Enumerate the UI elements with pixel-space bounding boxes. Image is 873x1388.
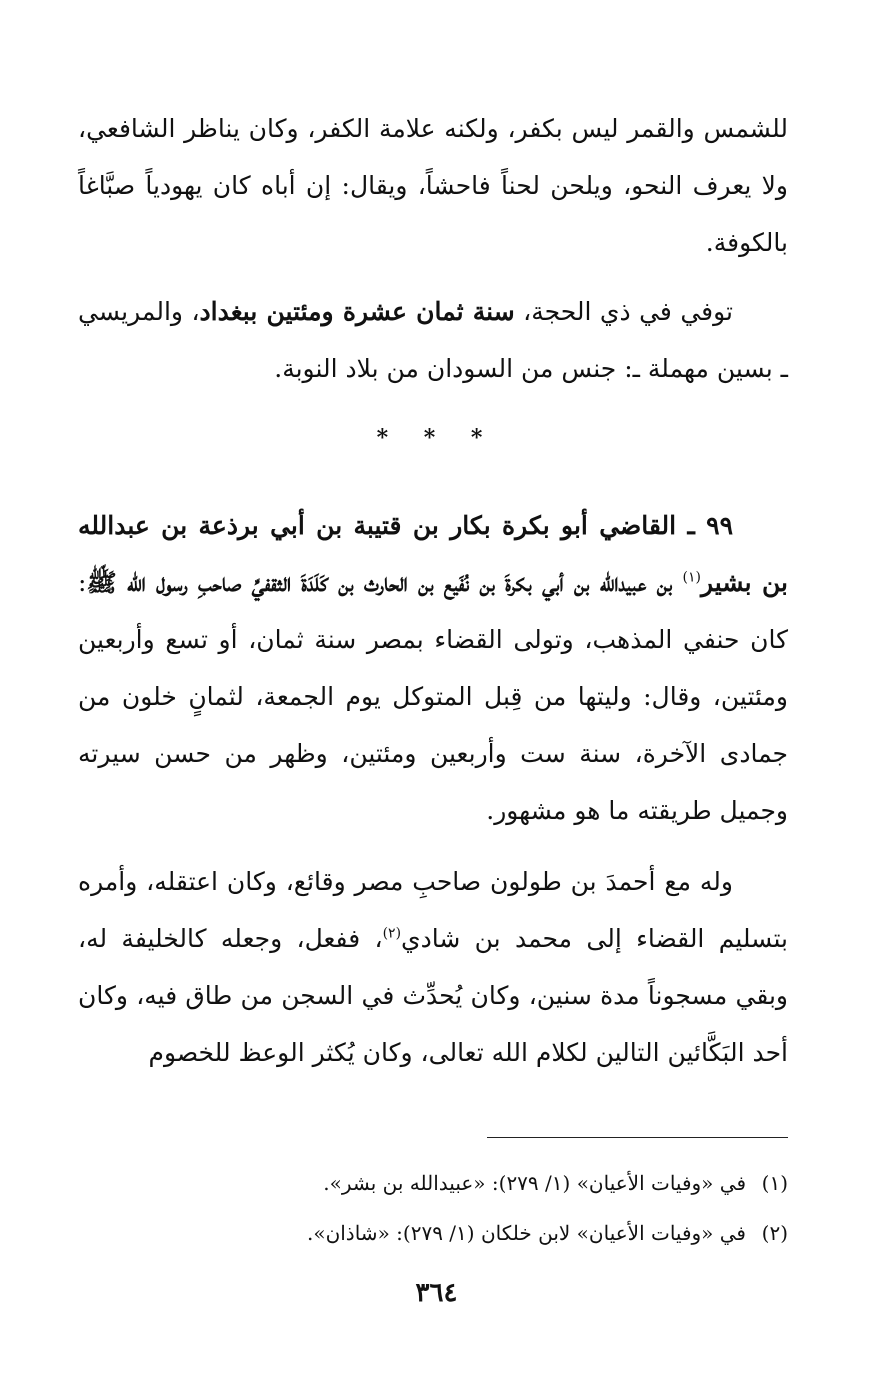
footnotes <box>78 1158 788 1258</box>
footnote-1-number: (١) <box>761 1171 788 1195</box>
paragraph-2-part-1: توفي في ذي الحجة، <box>514 297 733 326</box>
paragraph-2-part-3: ، والمريسي ـ بسين مهملة ـ: جنس من السودان من بلاد النوبة. <box>78 297 788 383</box>
footnote-reference-1[interactable]: (١) <box>682 569 702 586</box>
paragraph-ibn-tulun <box>78 853 788 1081</box>
entry-99-heading-part-1: ٩٩ ـ القاضي أبو بكرة بكار بن قتيبة بن أبي برذعة بن عبدالله بن بشير <box>78 511 789 597</box>
footnote-2-number: (٢) <box>761 1221 788 1245</box>
page-number: ٣٦٤ <box>415 1278 458 1308</box>
entry-99-body: : كان حنفي المذهب، وتولى القضاء بمصر سنة ثمان، أو تسع وأربعين ومئتين، وقال: وليتها من قِبل المتوكل يوم الجمعة، لثمانٍ خلون من جمادى الآخرة، سنة ست وأربعين ومئتين، وظهر من حسن سيرته وجميل طريقته ما هو مشهور. <box>78 568 788 825</box>
entry-99-heading-part-2: بن عبيدالله بن أبي بكرةَ بن نُفَيع بن الحارث بن كَلَدَةَ الثقفيِّ صاحبِ رسول الله ﷺ <box>86 568 683 597</box>
paragraph-4-part-1: وله مع أحمدَ بن طولون صاحبِ مصر وقائع، وكان اعتقله، وأمره بتسليم القضاء إلى محمد بن شادي <box>78 867 788 953</box>
entry-99 <box>78 497 788 839</box>
paragraph-2-bold-date: سنة ثمان عشرة ومئتين ببغداد <box>199 297 515 326</box>
paragraph-1-text: للشمس والقمر ليس بكفر، ولكنه علامة الكفر، وكان يناظر الشافعي، ولا يعرف النحو، ويلحن لحناً فاحشاً، ويقال: إن أباه كان يهودياً صبَّاغاً بالكوفة. <box>78 114 788 257</box>
paragraph-4-part-2: ، ففعل، وجعله كالخليفة له، وبقي مسجوناً مدة سنين، وكان يُحدِّث في السجن من طاق فيه، وكان أحد البَكَّائين التالين لكلام الله تعالى، وكان يُكثر الوعظ للخصوم <box>78 924 788 1067</box>
paragraph-continuation <box>78 100 788 271</box>
footnote-1 <box>78 1158 788 1208</box>
footnote-2-text: في «وفيات الأعيان» لابن خلكان (١/ ٢٧٩): «شاذان». <box>306 1221 746 1245</box>
paragraph-death-date <box>78 283 788 397</box>
footnote-2 <box>78 1208 788 1258</box>
footnote-divider <box>487 1137 788 1138</box>
footnote-reference-2[interactable]: (٢) <box>382 925 402 942</box>
footnote-1-text: في «وفيات الأعيان» (١/ ٢٧٩): «عبيدالله بن بشر». <box>323 1171 746 1195</box>
section-separator: * * * <box>376 425 497 451</box>
